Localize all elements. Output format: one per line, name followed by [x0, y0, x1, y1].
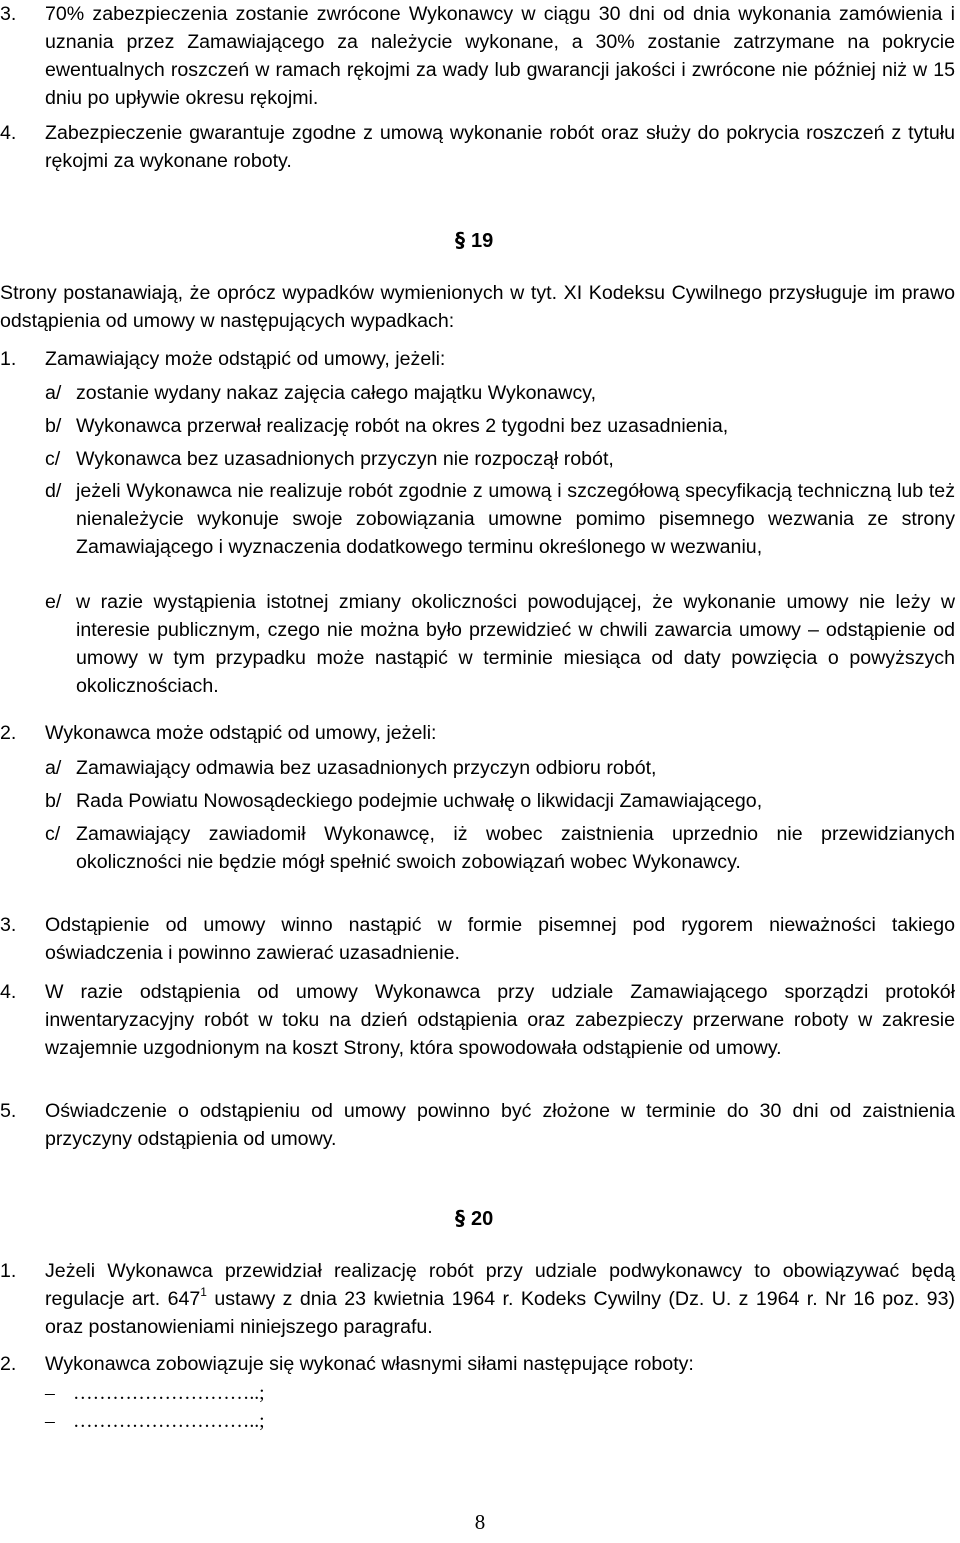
s20-item-1-text-before: Jeżeli Wykonawca przewidział realizację robót przy udziale podwykonawcy to obowiązywać będą regulacje art. 647: [45, 1260, 955, 1310]
s19-item-3-text: Odstąpienie od umowy winno nastąpić w formie pisemnej pod rygorem nieważności takiego oświadczenia i powinno zawierać uzasadnienie.: [45, 914, 955, 964]
item-number-4: 4.: [0, 122, 17, 144]
s19-1-a-text: zostanie wydany nakaz zajęcia całego majątku Wykonawcy,: [76, 382, 597, 404]
s19-2-a-label: a/: [45, 757, 62, 779]
item-number-3: 3.: [0, 3, 17, 25]
blank-list-item: [45, 1408, 265, 1436]
section-symbol: §: [455, 228, 465, 252]
s19-item-4-number: 4.: [0, 981, 17, 1003]
section-19-intro: Strony postanawiają, że oprócz wypadków wymienionych w tyt. XI Kodeksu Cywilnego przysługuje im prawo odstąpienia od umowy w następujących wypadkach:: [0, 282, 955, 332]
s19-1-c-text: Wykonawca bez uzasadnionych przyczyn nie rozpoczął robót,: [76, 448, 614, 470]
item-4-text: Zabezpieczenie gwarantuje zgodne z umową wykonanie robót oraz służy do pokrycia roszczeń z tytułu rękojmi za wykonane roboty.: [45, 122, 955, 172]
s20-item-2-number: 2.: [0, 1353, 17, 1375]
item-3-text: 70% zabezpieczenia zostanie zwrócone Wykonawcy w ciągu 30 dni od dnia wykonania zamówienia i uznania przez Zamawiającego za należycie wykonane, a 30% zostanie zatrzymane na pokrycie ewentualnych roszczeń w ramach rękojmi za wady lub gwarancji jakości i zwrócone nie później niż w 15 dniu po upływie okresu rękojmi.: [45, 3, 955, 109]
s19-1-e-label: e/: [45, 591, 62, 613]
s20-item-1-text-after: ustawy z dnia 23 kwietnia 1964 r. Kodeks Cywilny (Dz. U. z 1964 r. Nr 16 poz. 93) oraz postanowieniami niniejszego paragrafu.: [45, 1288, 955, 1338]
dash-bullet: –: [45, 1383, 55, 1404]
s19-item-2-number: 2.: [0, 722, 17, 744]
section-20-heading: [455, 1204, 493, 1233]
s19-item-5-text: Oświadczenie o odstąpieniu od umowy powinno być złożone w terminie do 30 dni od zaistnienia przyczyny odstąpienia od umowy.: [45, 1100, 955, 1150]
s19-2-a-text: Zamawiający odmawia bez uzasadnionych przyczyn odbioru robót,: [76, 757, 657, 779]
superscript: 1: [200, 1285, 207, 1299]
s19-item-1-text: Zamawiający może odstąpić od umowy, jeżeli:: [45, 348, 446, 370]
s20-item-2-text: Wykonawca zobowiązuje się wykonać własnymi siłami następujące roboty:: [45, 1353, 694, 1375]
s19-2-c-text: Zamawiający zawiadomił Wykonawcę, iż wobec zaistnienia uprzednio nie przewidzianych okoliczności nie będzie mógł spełnić swoich zobowiązań wobec Wykonawcy.: [76, 823, 955, 873]
s19-item-2-text: Wykonawca może odstąpić od umowy, jeżeli:: [45, 722, 437, 744]
dash-bullet: –: [45, 1411, 55, 1432]
s19-2-b-label: b/: [45, 790, 62, 812]
s19-item-4-text: W razie odstąpienia od umowy Wykonawca przy udziale Zamawiającego sporządzi protokół inwentaryzacyjny robót w toku na dzień odstąpienia oraz zabezpieczy przerwane roboty w zakresie wzajemnie uzgodnionym na koszt Strony, która spowodowała odstąpienie od umowy.: [45, 981, 955, 1059]
s19-item-5-number: 5.: [0, 1100, 17, 1122]
s19-item-1-number: 1.: [0, 348, 17, 370]
s19-2-c-label: c/: [45, 823, 61, 845]
section-19-number: 19: [471, 230, 494, 252]
section-20-number: 20: [471, 1208, 494, 1230]
blank-placeholder: ………………………..;: [73, 1411, 265, 1432]
s19-1-c-label: c/: [45, 448, 61, 470]
blank-list-item: [45, 1380, 265, 1408]
page-number: 8: [474, 1510, 486, 1534]
section-symbol: §: [455, 1206, 465, 1230]
s19-1-b-label: b/: [45, 415, 62, 437]
s19-2-b-text: Rada Powiatu Nowosądeckiego podejmie uchwałę o likwidacji Zamawiającego,: [76, 790, 763, 812]
section-19-heading: [455, 226, 493, 255]
s20-item-1-text: [45, 1257, 955, 1341]
s19-1-d-label: d/: [45, 480, 62, 502]
s19-1-b-text: Wykonawca przerwał realizację robót na okres 2 tygodni bez uzasadnienia,: [76, 415, 729, 437]
blank-placeholder: ………………………..;: [73, 1383, 265, 1404]
s20-item-1-number: 1.: [0, 1260, 17, 1282]
s19-item-3-number: 3.: [0, 914, 17, 936]
s19-1-e-text: w razie wystąpienia istotnej zmiany okoliczności powodującej, że wykonanie umowy nie leży w interesie publicznym, czego nie można było przewidzieć w chwili zawarcia umowy – odstąpienie od umowy w tym przypadku może nastąpić w terminie miesiąca od daty powzięcia o powyższych okolicznościach.: [76, 591, 955, 697]
s19-1-d-text: jeżeli Wykonawca nie realizuje robót zgodnie z umową i szczegółową specyfikacją techniczną lub też nienależycie wykonuje swoje zobowiązania umowne pomimo pisemnego wezwania ze strony Zamawiającego i wyznaczenia dodatkowego terminu określonego w wezwaniu,: [76, 480, 955, 558]
s19-1-a-label: a/: [45, 382, 62, 404]
